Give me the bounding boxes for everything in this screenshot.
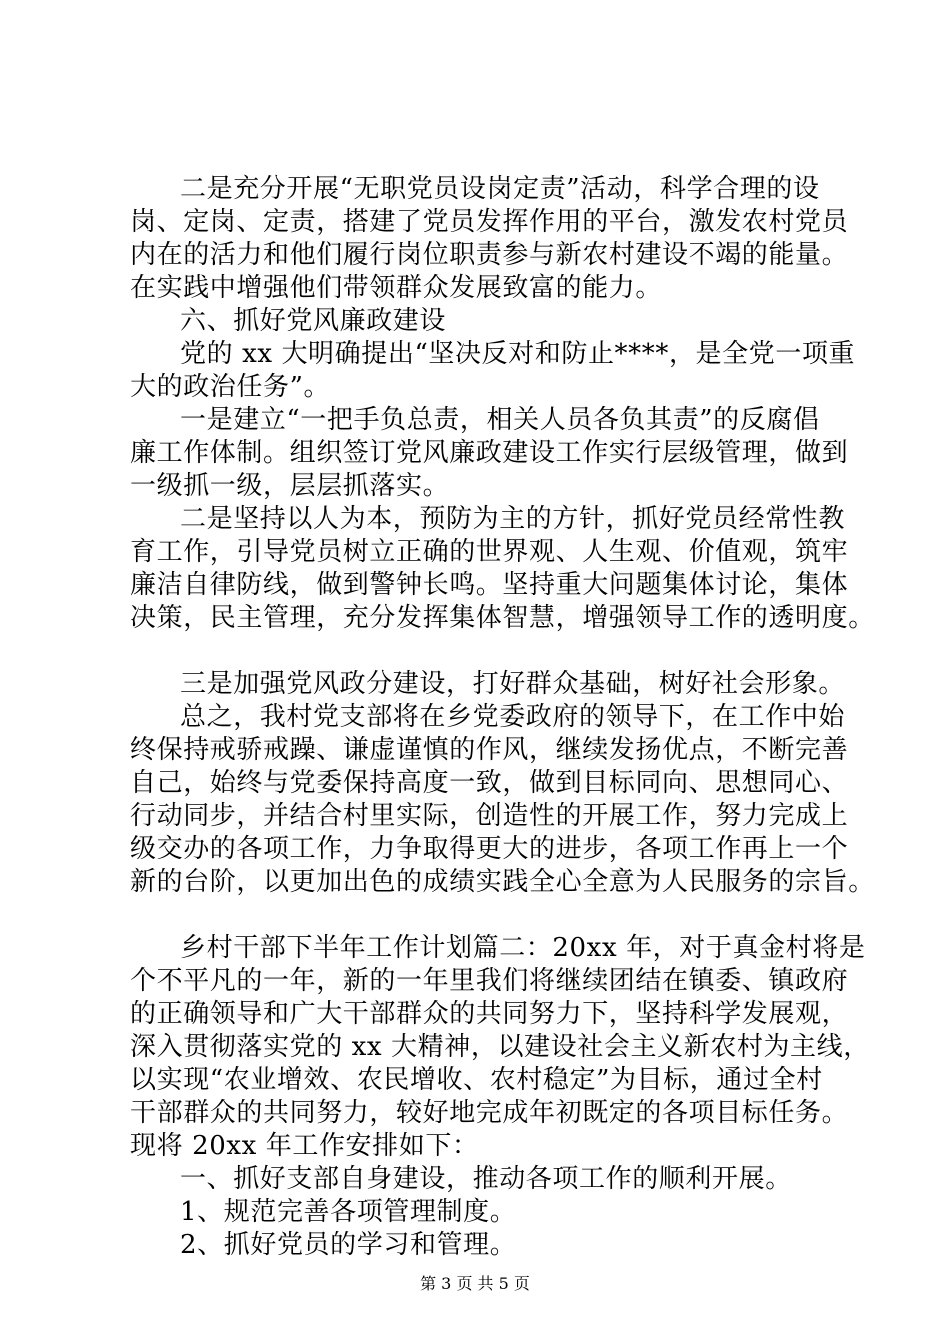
paragraph-line: 干部群众的共同努力，较好地完成年初既定的各项目标任务。 (130, 1098, 849, 1128)
paragraph-line: 内在的活力和他们履行岗位职责参与新农村建设不竭的能量。 (130, 240, 849, 270)
paragraph-line: 个不平凡的一年，新的一年里我们将继续团结在镇委、镇政府 (130, 966, 849, 996)
paragraph-line: 一级抓一级，层层抓落实。 (130, 471, 450, 501)
paragraph-line: 行动同步，并结合村里实际，创造性的开展工作，努力完成上 (130, 801, 849, 831)
paragraph-line: 的正确领导和广大干部群众的共同努力下，坚持科学发展观， (130, 999, 849, 1029)
paragraph-line: 廉工作体制。组织签订党风廉政建设工作实行层级管理，做到 (130, 438, 849, 468)
paragraph-line: 以实现“农业增效、农民增收、农村稳定”为目标，通过全村 (130, 1065, 823, 1095)
paragraph-line: 总之，我村党支部将在乡党委政府的领导下，在工作中始 (180, 702, 846, 732)
document-body (130, 173, 875, 1262)
paragraph-line: 乡村干部下半年工作计划篇二：20xx 年，对于真金村将是 (180, 933, 866, 963)
paragraph-line: 岗、定岗、定责，搭建了党员发挥作用的平台，激发农村党员 (130, 207, 849, 237)
paragraph-line: 大的政治任务”。 (130, 372, 331, 402)
paragraph-line: 在实践中增强他们带领群众发展致富的能力。 (130, 273, 663, 303)
paragraph-line: 级交办的各项工作，力争取得更大的进步，各项工作再上一个 (130, 834, 849, 864)
section-heading: 六、抓好党风廉政建设 (180, 306, 447, 336)
paragraph-line: 二是坚持以人为本，预防为主的方针，抓好党员经常性教 (180, 504, 846, 534)
page-number-footer: 第 3 页 共 5 页 (420, 1274, 530, 1293)
paragraph-line: 育工作，引导党员树立正确的世界观、人生观、价值观，筑牢 (130, 537, 849, 567)
paragraph-line: 一是建立“一把手负总责，相关人员各负其责”的反腐倡 (180, 405, 820, 435)
paragraph-line: 三是加强党风政分建设，打好群众基础，树好社会形象。 (180, 669, 846, 699)
paragraph-gap (130, 635, 830, 668)
list-heading: 一、抓好支部自身建设，推动各项工作的顺利开展。 (180, 1164, 792, 1194)
paragraph-gap (130, 899, 830, 932)
paragraph-line: 深入贯彻落实党的 xx 大精神，以建设社会主义新农村为主线， (130, 1032, 870, 1062)
paragraph-line: 决策，民主管理，充分发挥集体智慧，增强领导工作的透明度。 (130, 603, 875, 633)
paragraph-line: 廉洁自律防线，做到警钟长鸣。坚持重大问题集体讨论，集体 (130, 570, 849, 600)
paragraph-line: 新的台阶，以更加出色的成绩实践全心全意为人民服务的宗旨。 (130, 867, 875, 897)
paragraph-line: 二是充分开展“无职党员设岗定责”活动，科学合理的设 (180, 174, 820, 204)
list-item: 2、抓好党员的学习和管理。 (180, 1230, 517, 1260)
paragraph-line: 自己，始终与党委保持高度一致，做到目标同向、思想同心、 (130, 768, 849, 798)
paragraph-line: 终保持戒骄戒躁、谦虚谨慎的作风，继续发扬优点，不断完善 (130, 735, 849, 765)
paragraph-line: 现将 20xx 年工作安排如下： (130, 1131, 479, 1161)
paragraph-line: 党的 xx 大明确提出“坚决反对和防止****，是全党一项重 (180, 339, 856, 369)
list-item: 1、规范完善各项管理制度。 (180, 1197, 517, 1227)
